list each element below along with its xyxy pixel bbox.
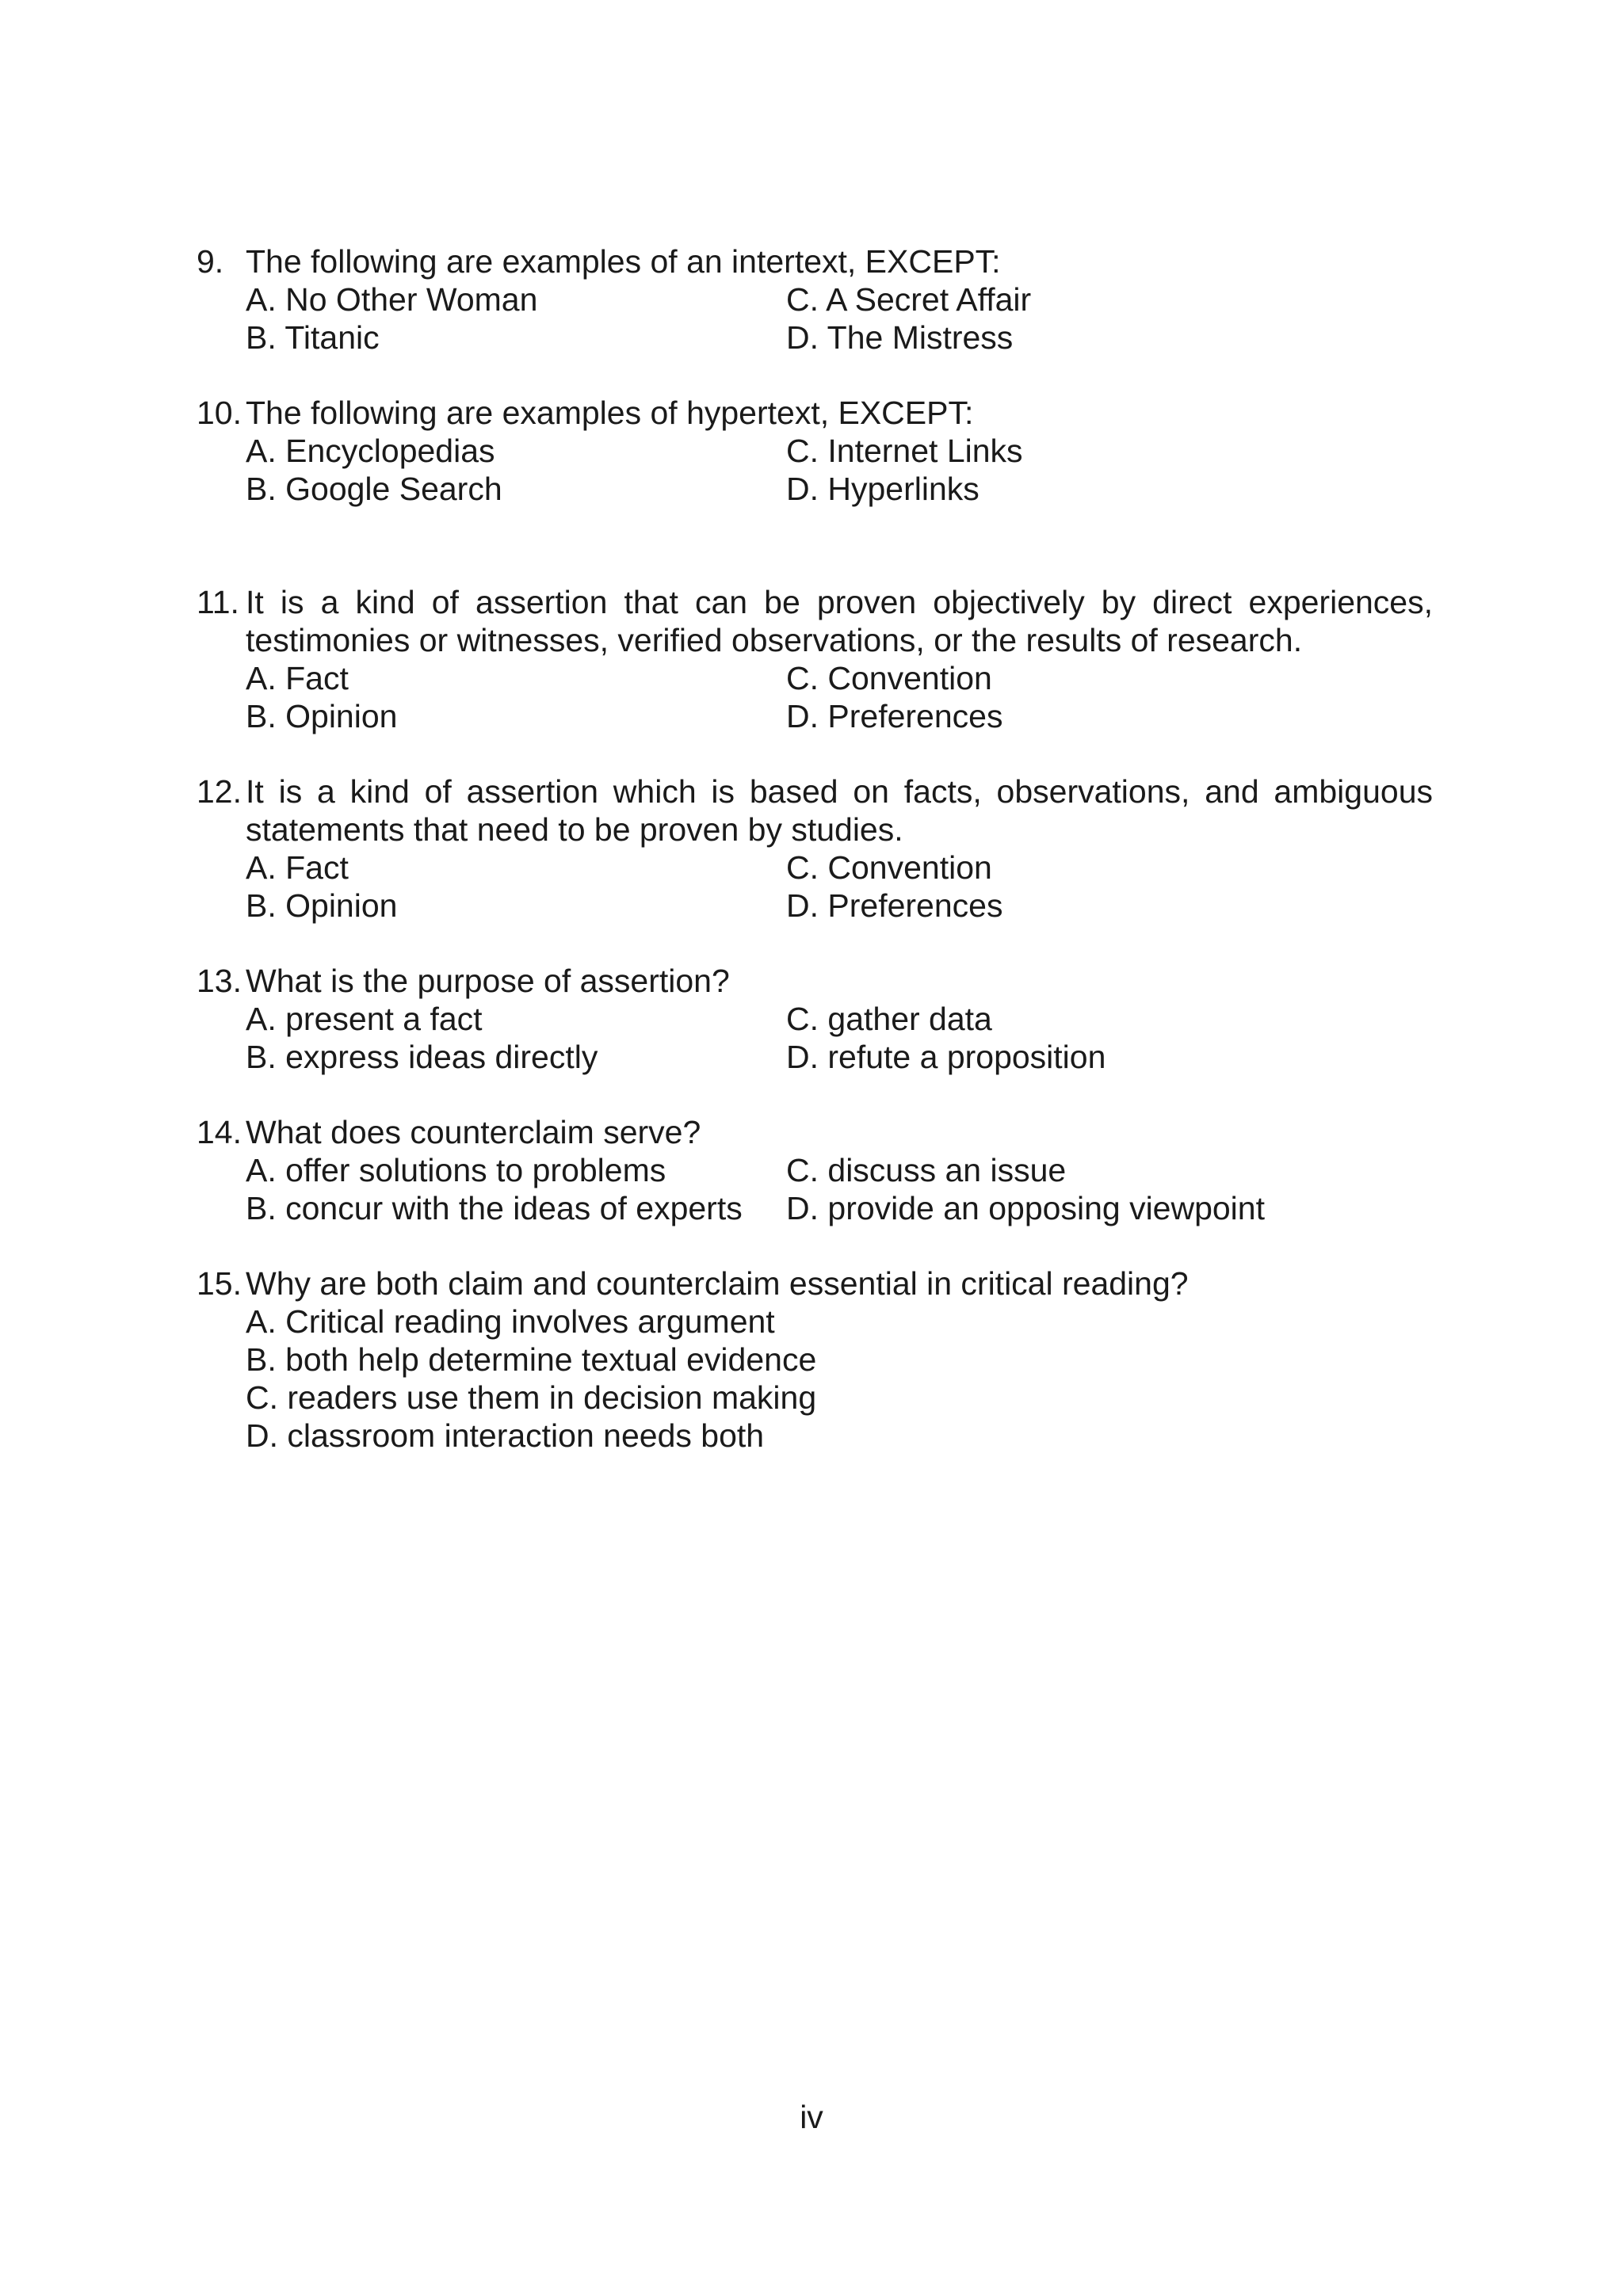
options-grid [197,432,1433,508]
question-stem: Why are both claim and counterclaim essential in critical reading? [246,1265,1189,1302]
question-stem: The following are examples of hypertext, EXCEPT: [246,395,974,431]
option-a: A. Fact [246,660,349,696]
option-d: D. Preferences [786,887,1003,924]
option-d: D. The Mistress [786,319,1014,356]
page-number: iv [800,2099,823,2135]
question-stem: What is the purpose of assertion? [246,963,730,999]
option-d: D. Hyperlinks [786,471,980,507]
options-grid [197,1000,1433,1076]
question-number: 15. [197,1265,242,1302]
option-b: B. Opinion [246,698,398,734]
option-a: A. No Other Woman [246,281,538,318]
option-d: D. Preferences [786,698,1003,734]
question-9 [197,242,1433,357]
options-grid [197,849,1433,925]
option-c: C. Internet Links [786,433,1023,469]
option-b: B. Opinion [246,887,398,924]
option-a: A. present a fact [246,1001,483,1037]
question-stem: The following are examples of an intertext, EXCEPT: [246,243,1001,280]
question-15 [197,1264,1433,1455]
question-number: 11. [197,584,239,620]
option-b: B. express ideas directly [246,1039,598,1075]
option-a: A. Encyclopedias [246,433,495,469]
option-b: B. Google Search [246,471,502,507]
option-b: B. Titanic [246,319,380,356]
option-d: D. refute a proposition [786,1039,1106,1075]
question-number: 12. [197,773,242,810]
option-a: A. offer solutions to problems [246,1152,666,1188]
option-b: B. both help determine textual evidence [246,1341,817,1378]
question-number: 10. [197,395,242,431]
options-list [197,1302,1433,1455]
question-stem: It is a kind of assertion that can be proven objectively by direct experiences, testimonies or witnesses, verified observations, or the results of research. [246,584,1433,658]
options-grid [197,659,1433,735]
options-grid [197,280,1433,357]
option-c: C. A Secret Affair [786,281,1032,318]
option-c: C. discuss an issue [786,1152,1067,1188]
question-14 [197,1113,1433,1227]
question-stem: What does counterclaim serve? [246,1114,701,1150]
option-c: C. readers use them in decision making [246,1379,817,1416]
option-c: C. Convention [786,660,992,696]
question-number: 9. [197,243,224,280]
question-number: 13. [197,963,242,999]
option-c: C. Convention [786,849,992,886]
question-stem: It is a kind of assertion which is based on facts, observations, and ambiguous statements that need to be proven by studies. [246,773,1433,848]
option-d: D. provide an opposing viewpoint [786,1190,1265,1226]
option-c: C. gather data [786,1001,992,1037]
question-11 [197,583,1433,735]
option-b: B. concur with the ideas of experts [246,1190,743,1226]
options-grid [197,1151,1433,1227]
option-a: A. Fact [246,849,349,886]
option-a: A. Critical reading involves argument [246,1303,775,1340]
question-12 [197,772,1433,925]
question-13 [197,962,1433,1076]
option-d: D. classroom interaction needs both [246,1417,765,1454]
question-10 [197,394,1433,508]
question-number: 14. [197,1114,242,1150]
